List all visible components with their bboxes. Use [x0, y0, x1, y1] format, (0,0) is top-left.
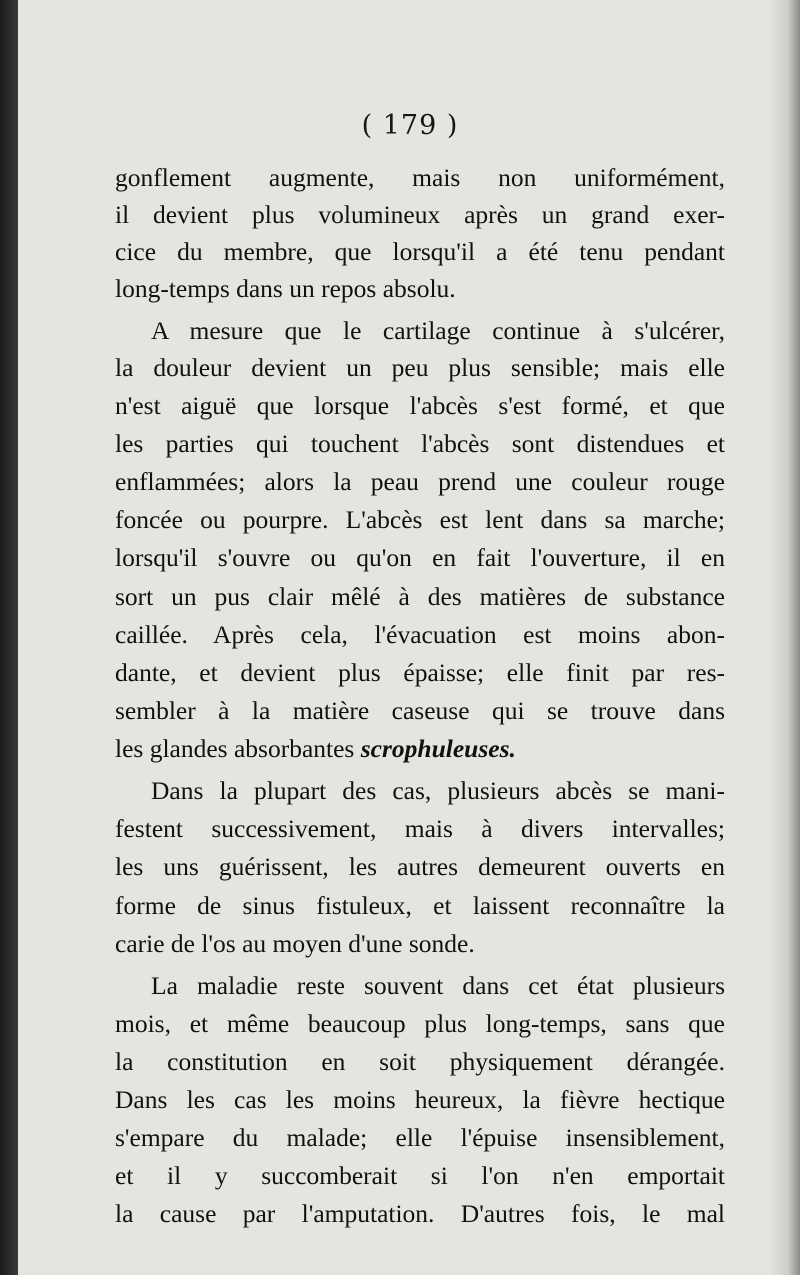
text-line: sembler à la matière caseuse qui se trouve dans — [115, 696, 725, 725]
text-line: A mesure que le cartilage continue à s'ulcérer, — [151, 316, 725, 345]
text-line: sort un pus clair mêlé à des matières de substance — [115, 582, 725, 611]
text-line: lorsqu'il s'ouvre ou qu'on en fait l'ouverture, il en — [115, 543, 725, 572]
text-line: long-temps dans un repos absolu. — [115, 274, 456, 303]
text-line: mois, et même beaucoup plus long-temps, sans que — [115, 1009, 725, 1038]
text-line: les parties qui touchent l'abcès sont distendues et — [115, 429, 725, 458]
text-line: festent successivement, mais à divers intervalles; — [115, 814, 725, 843]
text-line: n'est aiguë que lorsque l'abcès s'est formé, et que — [115, 391, 725, 420]
text-line: carie de l'os au moyen d'une sonde. — [115, 929, 475, 958]
text-line: foncée ou pourpre. L'abcès est lent dans sa marche; — [115, 505, 725, 534]
text-line: gonflement augmente, mais non uniformément, — [115, 163, 725, 192]
text-line: Dans les cas les moins heureux, la fièvre hectique — [115, 1085, 725, 1114]
text-line: cice du membre, que lorsqu'il a été tenu pendant — [115, 237, 725, 266]
text-line — [115, 730, 725, 768]
text-line: la cause par l'amputation. D'autres fois, le mal — [115, 1199, 725, 1228]
scan-left-edge — [0, 0, 18, 1275]
text-line: il devient plus volumineux après un grand exer- — [115, 200, 725, 229]
text-line: la constitution en soit physiquement dérangée. — [115, 1047, 725, 1076]
text-line: La maladie reste souvent dans cet état plusieurs — [151, 971, 725, 1000]
text-line: dante, et devient plus épaisse; elle finit par res- — [115, 658, 725, 687]
text-line: les uns guérissent, les autres demeurent ouverts en — [115, 852, 725, 881]
text-line: s'empare du malade; elle l'épuise insensiblement, — [115, 1123, 725, 1152]
page-number: ( 179 ) — [361, 110, 459, 141]
text-line: et il y succomberait si l'on n'en emportait — [115, 1161, 725, 1190]
text-line: forme de sinus fistuleux, et laissent reconnaître la — [115, 891, 725, 920]
italic-word: scrophuleuses. — [360, 734, 516, 763]
text-line: caillée. Après cela, l'évacuation est moins abon- — [115, 620, 725, 649]
page-gutter-shadow — [768, 0, 800, 1275]
text-segment: les glandes absorbantes — [115, 734, 355, 763]
text-line: Dans la plupart des cas, plusieurs abcès se mani- — [151, 776, 725, 805]
text-line: enflammées; alors la peau prend une couleur rouge — [115, 467, 725, 496]
text-line: la douleur devient un peu plus sensible; mais elle — [115, 353, 725, 382]
